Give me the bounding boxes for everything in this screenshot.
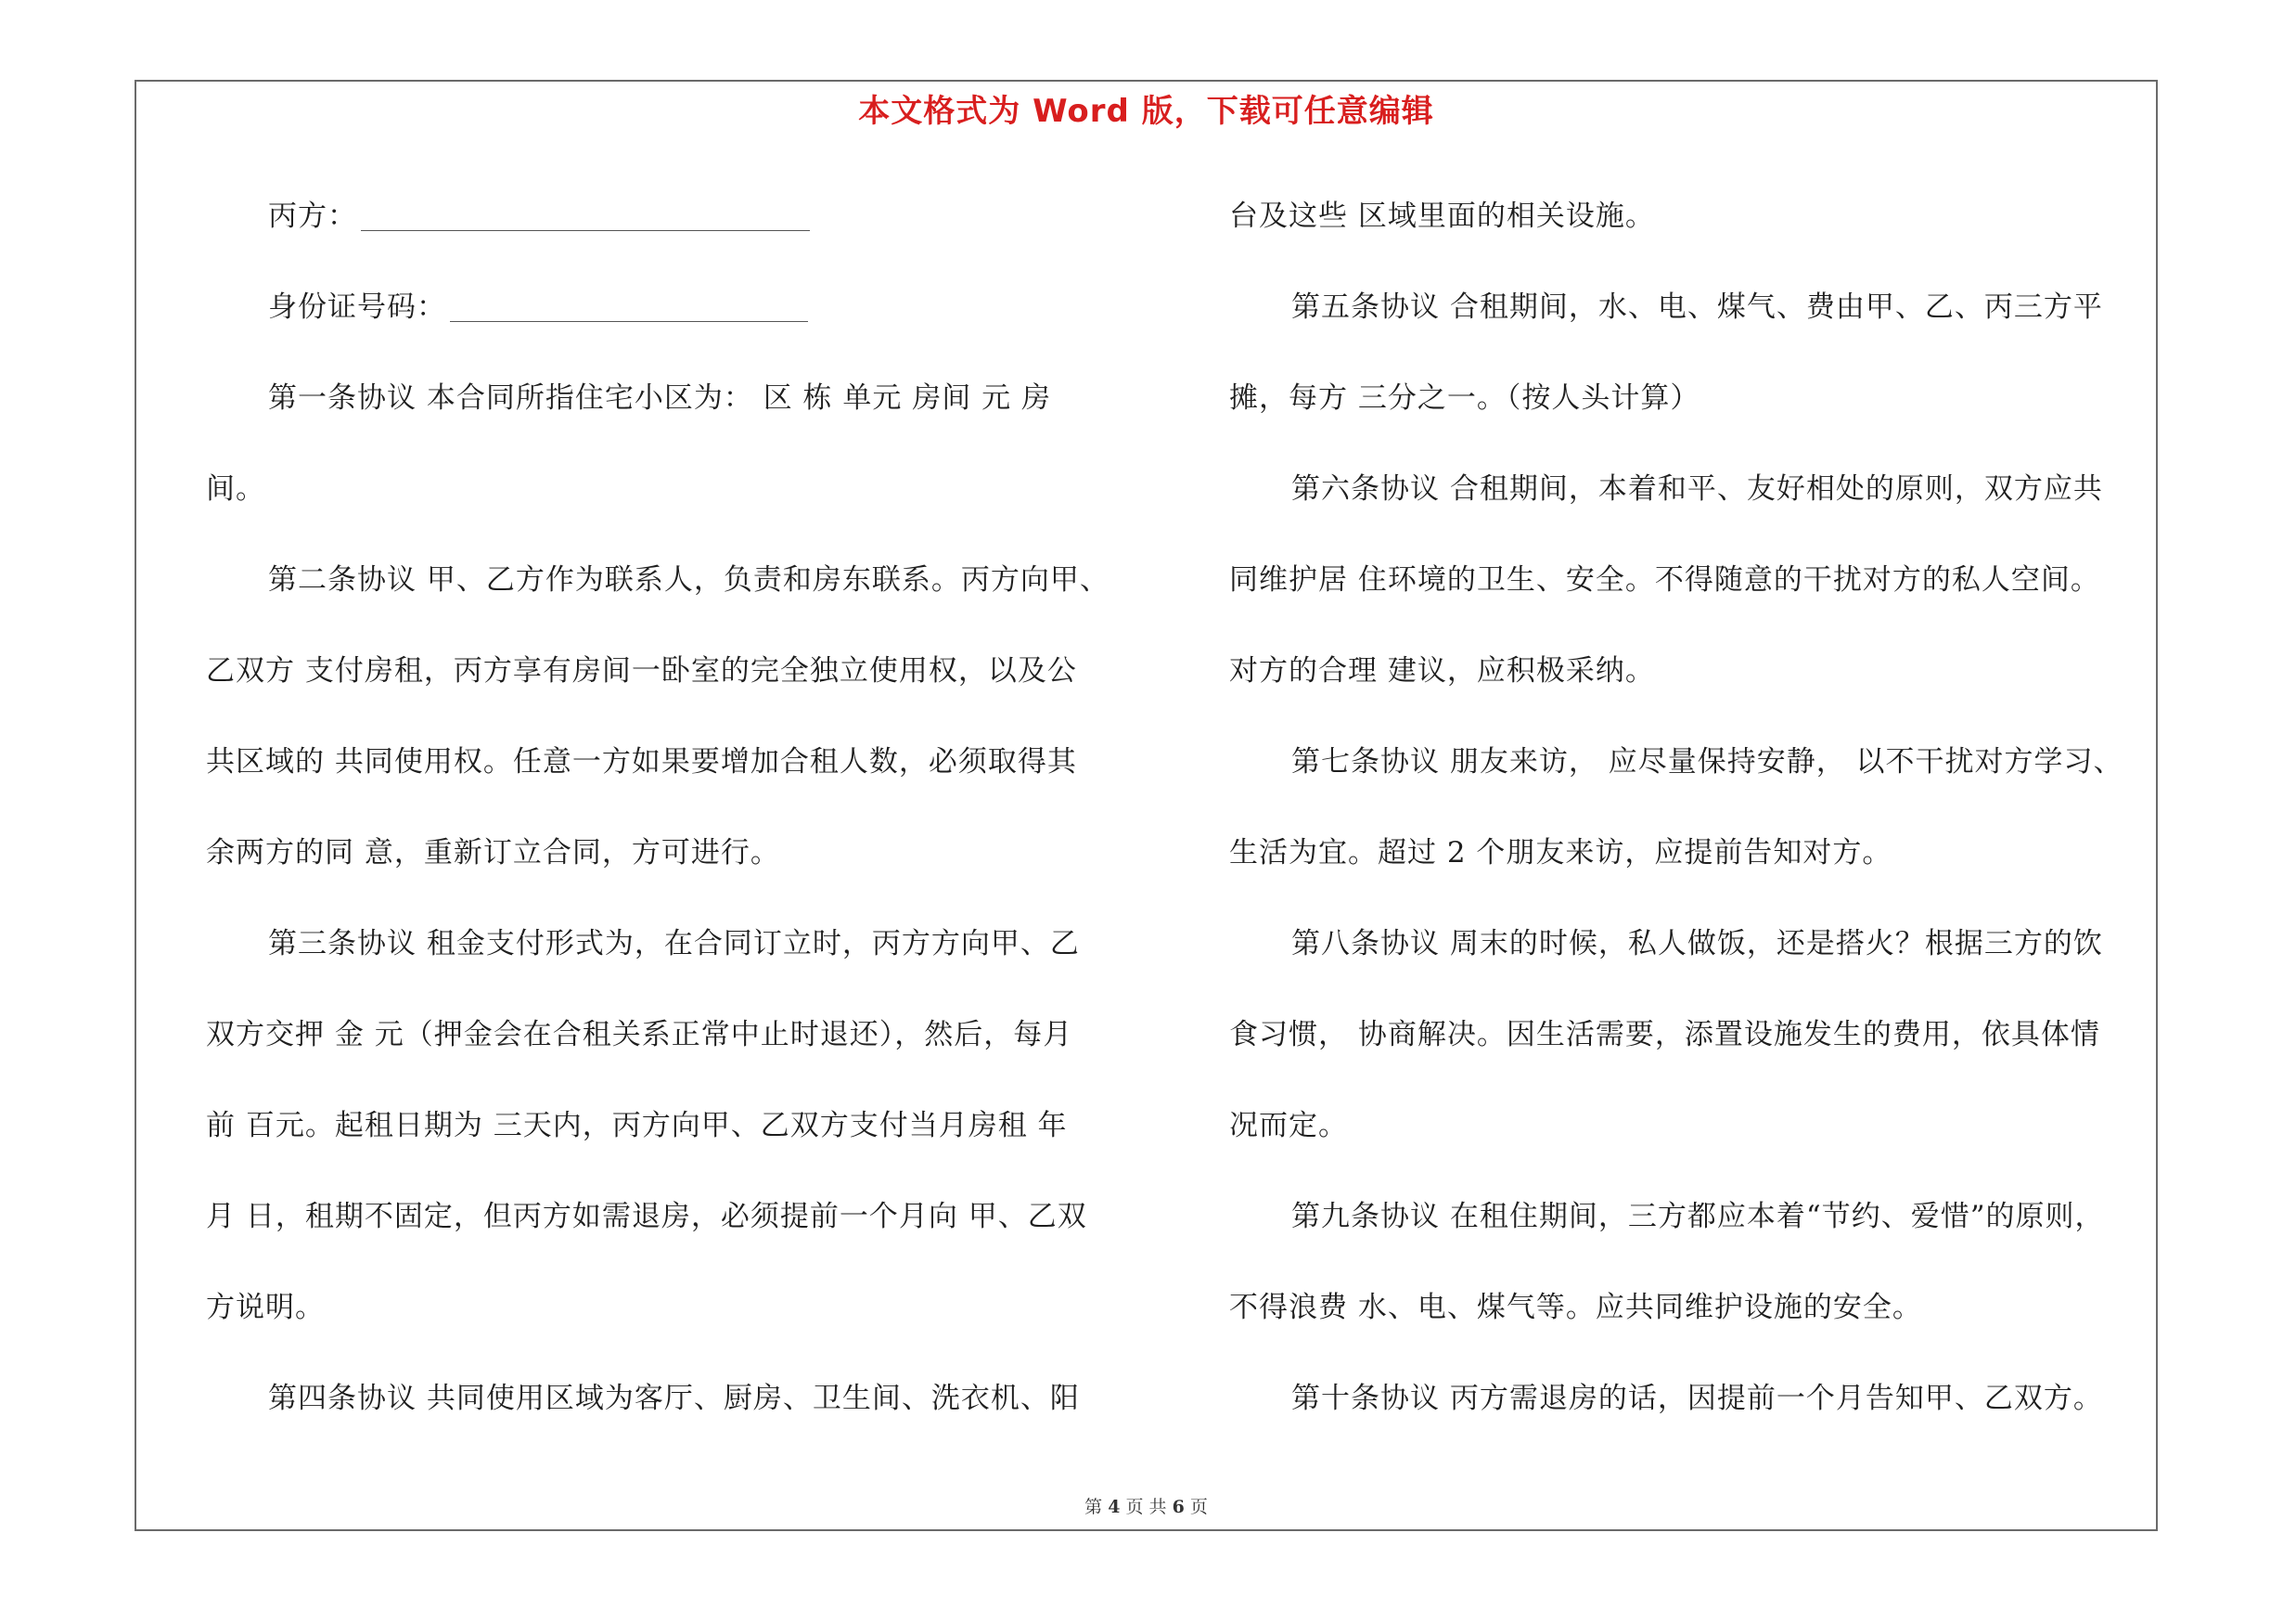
format-banner: 本文格式为 Word 版，下载可任意编辑	[858, 93, 1434, 130]
right-line-11: 第九条协议 在租住期间，三方都应本着“节约、爱惜”的原则，	[1291, 1200, 2105, 1233]
left-line-12: 方说明。	[206, 1291, 325, 1324]
signature-blank	[361, 206, 810, 231]
right-line-7: 生活为宜。超过 2 个朋友来访，应提前告知对方。	[1229, 836, 1892, 869]
current-page-number: 4	[1108, 1497, 1121, 1517]
left-line-10: 前 百元。起租日期为 三天内，丙方向甲、乙双方支付当月房租 年	[206, 1109, 1068, 1142]
left-line-0: 丙方：	[268, 202, 810, 231]
right-line-13: 第十条协议 丙方需退房的话，因提前一个月告知甲、乙双方。	[1291, 1382, 2103, 1415]
left-line-11: 月 日，租期不固定，但丙方如需退房，必须提前一个月向 甲、乙双	[206, 1200, 1087, 1233]
left-line-5: 乙双方 支付房租，丙方享有房间一卧室的完全独立使用权，以及公	[206, 654, 1077, 688]
right-line-8: 第八条协议 周末的时候，私人做饭，还是搭火？根据三方的饮	[1291, 927, 2103, 960]
right-line-2: 摊，每方 三分之一。（按人头计算）	[1229, 381, 1700, 415]
right-line-4: 同维护居 住环境的卫生、安全。不得随意的干扰对方的私人空间。	[1229, 563, 2100, 597]
document-page	[135, 80, 2158, 1531]
id-number-blank	[450, 297, 808, 322]
left-line-9: 双方交押 金 元（押金会在合租关系正常中止时退还），然后，每月	[206, 1018, 1073, 1051]
left-line-4: 第二条协议 甲、乙方作为联系人，负责和房东联系。丙方向甲、	[268, 563, 1110, 597]
left-line-7: 余两方的同 意，重新订立合同，方可进行。	[206, 836, 780, 869]
left-line-3: 间。	[206, 472, 265, 506]
left-line-6: 共区域的 共同使用权。任意一方如果要增加合租人数，必须取得其	[206, 745, 1077, 779]
right-line-3: 第六条协议 合租期间，本着和平、友好相处的原则，双方应共	[1291, 472, 2103, 506]
page-footer: 第 4 页 共 6 页	[1084, 1497, 1208, 1517]
right-line-5: 对方的合理 建议，应积极采纳。	[1229, 654, 1655, 688]
right-line-6: 第七条协议 朋友来访， 应尽量保持安静， 以不干扰对方学习、	[1291, 745, 2123, 779]
right-line-1: 第五条协议 合租期间，水、电、煤气、费由甲、乙、丙三方平	[1291, 290, 2103, 324]
right-line-10: 况而定。	[1229, 1109, 1348, 1142]
right-line-0: 台及这些 区域里面的相关设施。	[1229, 200, 1655, 233]
left-line-13: 第四条协议 共同使用区域为客厅、厨房、卫生间、洗衣机、阳	[268, 1382, 1080, 1415]
left-line-1: 身份证号码：	[268, 293, 808, 322]
total-page-number: 6	[1172, 1497, 1185, 1517]
right-line-12: 不得浪费 水、电、煤气等。应共同维护设施的安全。	[1229, 1291, 1922, 1324]
left-line-8: 第三条协议 租金支付形式为，在合同订立时，丙方方向甲、乙	[268, 927, 1080, 960]
right-line-9: 食习惯， 协商解决。因生活需要，添置设施发生的费用，依具体情	[1229, 1018, 2100, 1051]
left-line-2: 第一条协议 本合同所指住宅小区为： 区 栋 单元 房间 元 房	[268, 381, 1051, 415]
